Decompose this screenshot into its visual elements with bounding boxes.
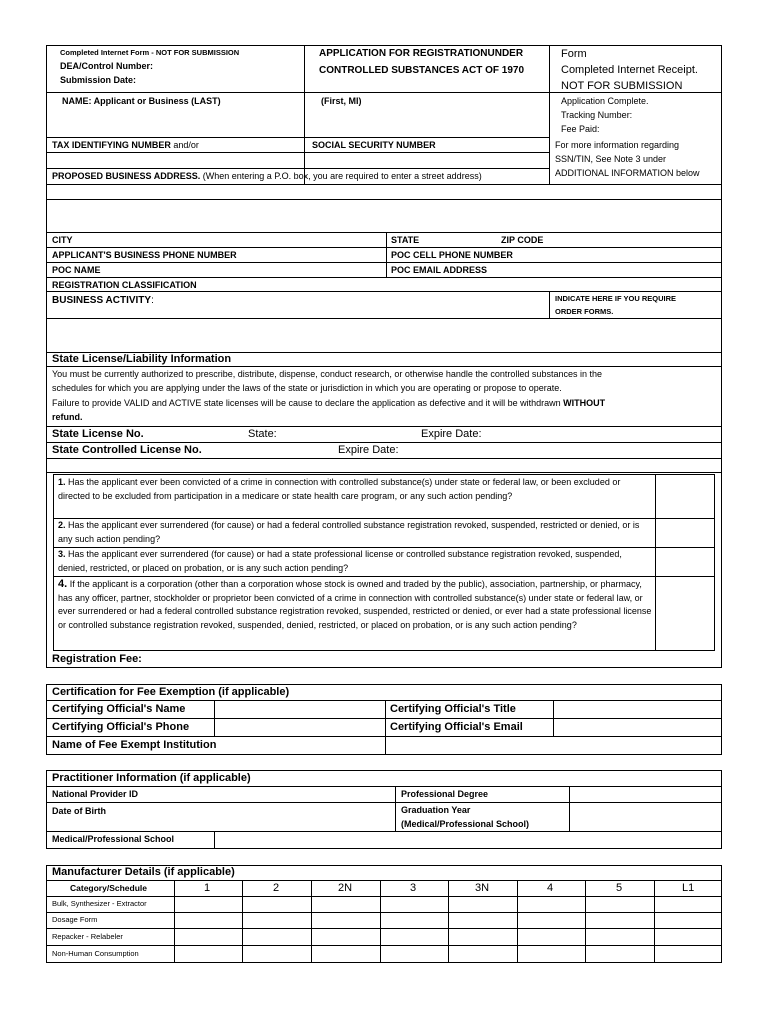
schedule-l1-header: L1	[682, 882, 695, 894]
official-phone-input[interactable]	[216, 720, 384, 735]
row-non-human-consumption: Non-Human Consumption	[52, 949, 139, 958]
npi-label: National Provider ID	[52, 789, 139, 799]
business-address-input-line2[interactable]	[48, 201, 720, 231]
manufacturer-schedule-cell[interactable]	[381, 897, 448, 912]
ssn-tin-info-line2: SSN/TIN, See Note 3 under	[555, 154, 667, 164]
manufacturer-schedule-cell[interactable]	[655, 929, 720, 945]
internet-form-notice: Completed Internet Form - NOT FOR SUBMISSION	[60, 48, 240, 57]
manufacturer-schedule-cell[interactable]	[312, 897, 380, 912]
manufacturer-schedule-cell[interactable]	[312, 929, 380, 945]
schedule-2-header: 2	[273, 882, 280, 894]
form-label: Form	[561, 48, 587, 60]
manufacturer-schedule-cell[interactable]	[381, 929, 448, 945]
question-2: 2. Has the applicant ever surrendered (for cause) or had a federal controlled substance registration revoked, suspended, restricted or denied, or is any such action pending?	[58, 520, 640, 544]
fee-exemption-heading: Certification for Fee Exemption (if applicable)	[52, 686, 290, 698]
question-3: 3. Has the applicant ever surrendered (for cause) or had a state professional license or controlled substance registration revoked, suspended, denied, restricted, or placed on probation, or is any such action pending?	[58, 549, 622, 573]
submission-date-label: Submission Date:	[60, 75, 137, 85]
manufacturer-schedule-cell[interactable]	[518, 897, 585, 912]
manufacturer-schedule-cell[interactable]	[655, 897, 720, 912]
manufacturer-schedule-cell[interactable]	[175, 946, 242, 961]
manufacturer-schedule-cell[interactable]	[586, 913, 654, 928]
business-phone-label: APPLICANT'S BUSINESS PHONE NUMBER	[52, 250, 237, 260]
row-repacker-relabeler: Repacker - Relabeler	[52, 932, 123, 941]
license-para-line1: You must be currently authorized to prescribe, distribute, dispense, conduct research, or otherwise handle the controlled substances in the	[52, 369, 602, 379]
manufacturer-schedule-cell[interactable]	[449, 913, 517, 928]
professional-degree-input[interactable]	[571, 788, 720, 801]
order-forms-label-line2: ORDER FORMS.	[555, 307, 614, 316]
registration-classification-label: REGISTRATION CLASSIFICATION	[52, 280, 197, 290]
row-dosage-form: Dosage Form	[52, 915, 98, 924]
manufacturer-schedule-cell[interactable]	[449, 946, 517, 961]
schedule-3-header: 3	[410, 882, 417, 894]
registration-fee-label: Registration Fee:	[52, 653, 142, 665]
controlled-expire-label: Expire Date:	[338, 444, 399, 456]
dob-label: Date of Birth	[52, 806, 106, 816]
question-1-answer[interactable]	[657, 476, 713, 517]
manufacturer-schedule-cell[interactable]	[243, 913, 311, 928]
manufacturer-schedule-cell[interactable]	[655, 946, 720, 961]
manufacturer-schedule-cell[interactable]	[243, 929, 311, 945]
official-phone-label: Certifying Official's Phone	[52, 721, 190, 733]
manufacturer-schedule-cell[interactable]	[586, 946, 654, 961]
medical-school-label: Medical/Professional School	[52, 834, 175, 844]
manufacturer-schedule-cell[interactable]	[175, 913, 242, 928]
state-license-no-label: State License No.	[52, 428, 144, 440]
manufacturer-schedule-cell[interactable]	[381, 946, 448, 961]
ssn-tin-info-line3: ADDITIONAL INFORMATION below	[555, 168, 700, 178]
zip-code-label: ZIP CODE	[501, 235, 544, 245]
state-license-heading: State License/Liability Information	[52, 353, 232, 365]
graduation-year-sublabel: (Medical/Professional School)	[401, 819, 530, 829]
practitioner-heading: Practitioner Information (if applicable)	[52, 772, 251, 784]
schedule-1-header: 1	[204, 882, 211, 894]
schedule-4-header: 4	[547, 882, 554, 894]
fee-exempt-institution-input[interactable]	[387, 738, 720, 753]
manufacturer-schedule-cell[interactable]	[655, 913, 720, 928]
business-activity-input[interactable]	[48, 320, 720, 351]
receipt-notice-line1: Completed Internet Receipt.	[561, 64, 698, 76]
first-mi-label: (First, MI)	[321, 96, 362, 106]
manufacturer-schedule-cell[interactable]	[518, 946, 585, 961]
manufacturer-schedule-cell[interactable]	[449, 929, 517, 945]
license-para-line2: schedules for which you are applying under the laws of the state or jurisdiction in which you are operating or propose to operate.	[52, 383, 562, 393]
city-label: CITY	[52, 235, 73, 245]
professional-degree-label: Professional Degree	[401, 789, 489, 799]
state-label: STATE	[391, 235, 420, 245]
question-1: 1. Has the applicant ever been convicted of a crime in connection with controlled substance(s) under state or federal law, or been excluded or directed to be excluded from participation in a medicare or state health care program, or any such action pending?	[58, 477, 621, 501]
manufacturer-schedule-cell[interactable]	[586, 897, 654, 912]
schedule-5-header: 5	[616, 882, 623, 894]
official-name-label: Certifying Official's Name	[52, 703, 186, 715]
business-address-label: PROPOSED BUSINESS ADDRESS. (When entering a P.O. box, you are required to enter a street address)	[52, 171, 482, 181]
application-complete-label: Application Complete.	[561, 96, 649, 106]
form-title-line1: APPLICATION FOR REGISTRATIONUNDER	[319, 48, 524, 59]
npi-input[interactable]	[200, 788, 394, 801]
poc-name-label: POC NAME	[52, 265, 101, 275]
applicant-last-name-input[interactable]	[48, 108, 302, 136]
manufacturer-schedule-cell[interactable]	[586, 929, 654, 945]
manufacturer-schedule-cell[interactable]	[312, 946, 380, 961]
state-controlled-license-label: State Controlled License No.	[52, 444, 202, 456]
manufacturer-schedule-cell[interactable]	[175, 929, 242, 945]
official-title-label: Certifying Official's Title	[390, 703, 516, 715]
manufacturer-schedule-cell[interactable]	[243, 897, 311, 912]
dob-input[interactable]	[200, 804, 394, 830]
ssn-input[interactable]	[306, 153, 548, 167]
manufacturer-schedule-cell[interactable]	[243, 946, 311, 961]
applicant-name-label: NAME: Applicant or Business (LAST)	[62, 96, 221, 106]
manufacturer-schedule-cell[interactable]	[518, 913, 585, 928]
fee-paid-label: Fee Paid:	[561, 124, 600, 134]
question-4-answer[interactable]	[657, 578, 713, 649]
business-address-input-line1[interactable]	[48, 186, 720, 198]
business-activity-label: BUSINESS ACTIVITY:	[52, 295, 154, 306]
category-schedule-header: Category/Schedule	[70, 883, 147, 893]
receipt-notice-line2: NOT FOR SUBMISSION	[561, 80, 683, 92]
order-forms-label-line1: INDICATE HERE IF YOU REQUIRE	[555, 294, 676, 303]
question-4: 4. If the applicant is a corporation (other than a corporation whose stock is owned and traded by the public), association, partnership, or pharmacy, has any officer, partner, stockholder or proprietor been convicted of a crime in connection with controlled substance(s) under state or federal law, or ever surrendered or had a federal controlled substance registration revoked, suspended, restricted or denied, or ever had a state professional license or controlled substance registration revoked, suspended, denied, restricted, or placed on probation, or is any such action pending?	[58, 578, 652, 630]
official-email-input[interactable]	[555, 720, 720, 735]
official-email-label: Certifying Official's Email	[390, 721, 523, 733]
license-para-line3: Failure to provide VALID and ACTIVE state licenses will be cause to declare the application as defective and it will be withdrawn WITHOUT	[52, 398, 606, 408]
license-para-line4: refund.	[52, 412, 83, 422]
license-expire-label: Expire Date:	[421, 428, 482, 440]
manufacturer-schedule-cell[interactable]	[449, 897, 517, 912]
ssn-tin-info-line1: For more information regarding	[555, 140, 680, 150]
manufacturer-schedule-cell[interactable]	[518, 929, 585, 945]
tin-input[interactable]	[48, 153, 302, 167]
license-state-label: State:	[248, 428, 277, 440]
schedule-2n-header: 2N	[338, 882, 353, 894]
dea-control-number-label: DEA/Control Number:	[60, 61, 153, 71]
schedule-3n-header: 3N	[475, 882, 490, 894]
poc-cell-phone-label: POC CELL PHONE NUMBER	[391, 250, 513, 260]
tracking-number-label: Tracking Number:	[561, 110, 633, 120]
manufacturer-schedule-cell[interactable]	[312, 913, 380, 928]
tin-label: TAX IDENTIFYING NUMBER and/or	[52, 140, 199, 150]
form-title-line2: CONTROLLED SUBSTANCES ACT OF 1970	[319, 65, 525, 76]
official-name-input[interactable]	[216, 702, 384, 717]
graduation-year-input[interactable]	[571, 804, 720, 830]
medical-school-input[interactable]	[216, 833, 720, 847]
applicant-first-mi-input[interactable]	[306, 108, 548, 136]
fee-exempt-institution-label: Name of Fee Exempt Institution	[52, 739, 217, 751]
question-2-answer[interactable]	[657, 520, 713, 546]
manufacturer-schedule-cell[interactable]	[175, 897, 242, 912]
poc-email-label: POC EMAIL ADDRESS	[391, 265, 488, 275]
question-3-answer[interactable]	[657, 549, 713, 575]
official-title-input[interactable]	[555, 702, 720, 717]
ssn-label: SOCIAL SECURITY NUMBER	[312, 140, 436, 150]
graduation-year-label: Graduation Year	[401, 805, 471, 815]
row-bulk-synthesizer: Bulk, Synthesizer - Extractor	[52, 899, 147, 908]
manufacturer-heading: Manufacturer Details (if applicable)	[52, 866, 235, 878]
manufacturer-schedule-cell[interactable]	[381, 913, 448, 928]
